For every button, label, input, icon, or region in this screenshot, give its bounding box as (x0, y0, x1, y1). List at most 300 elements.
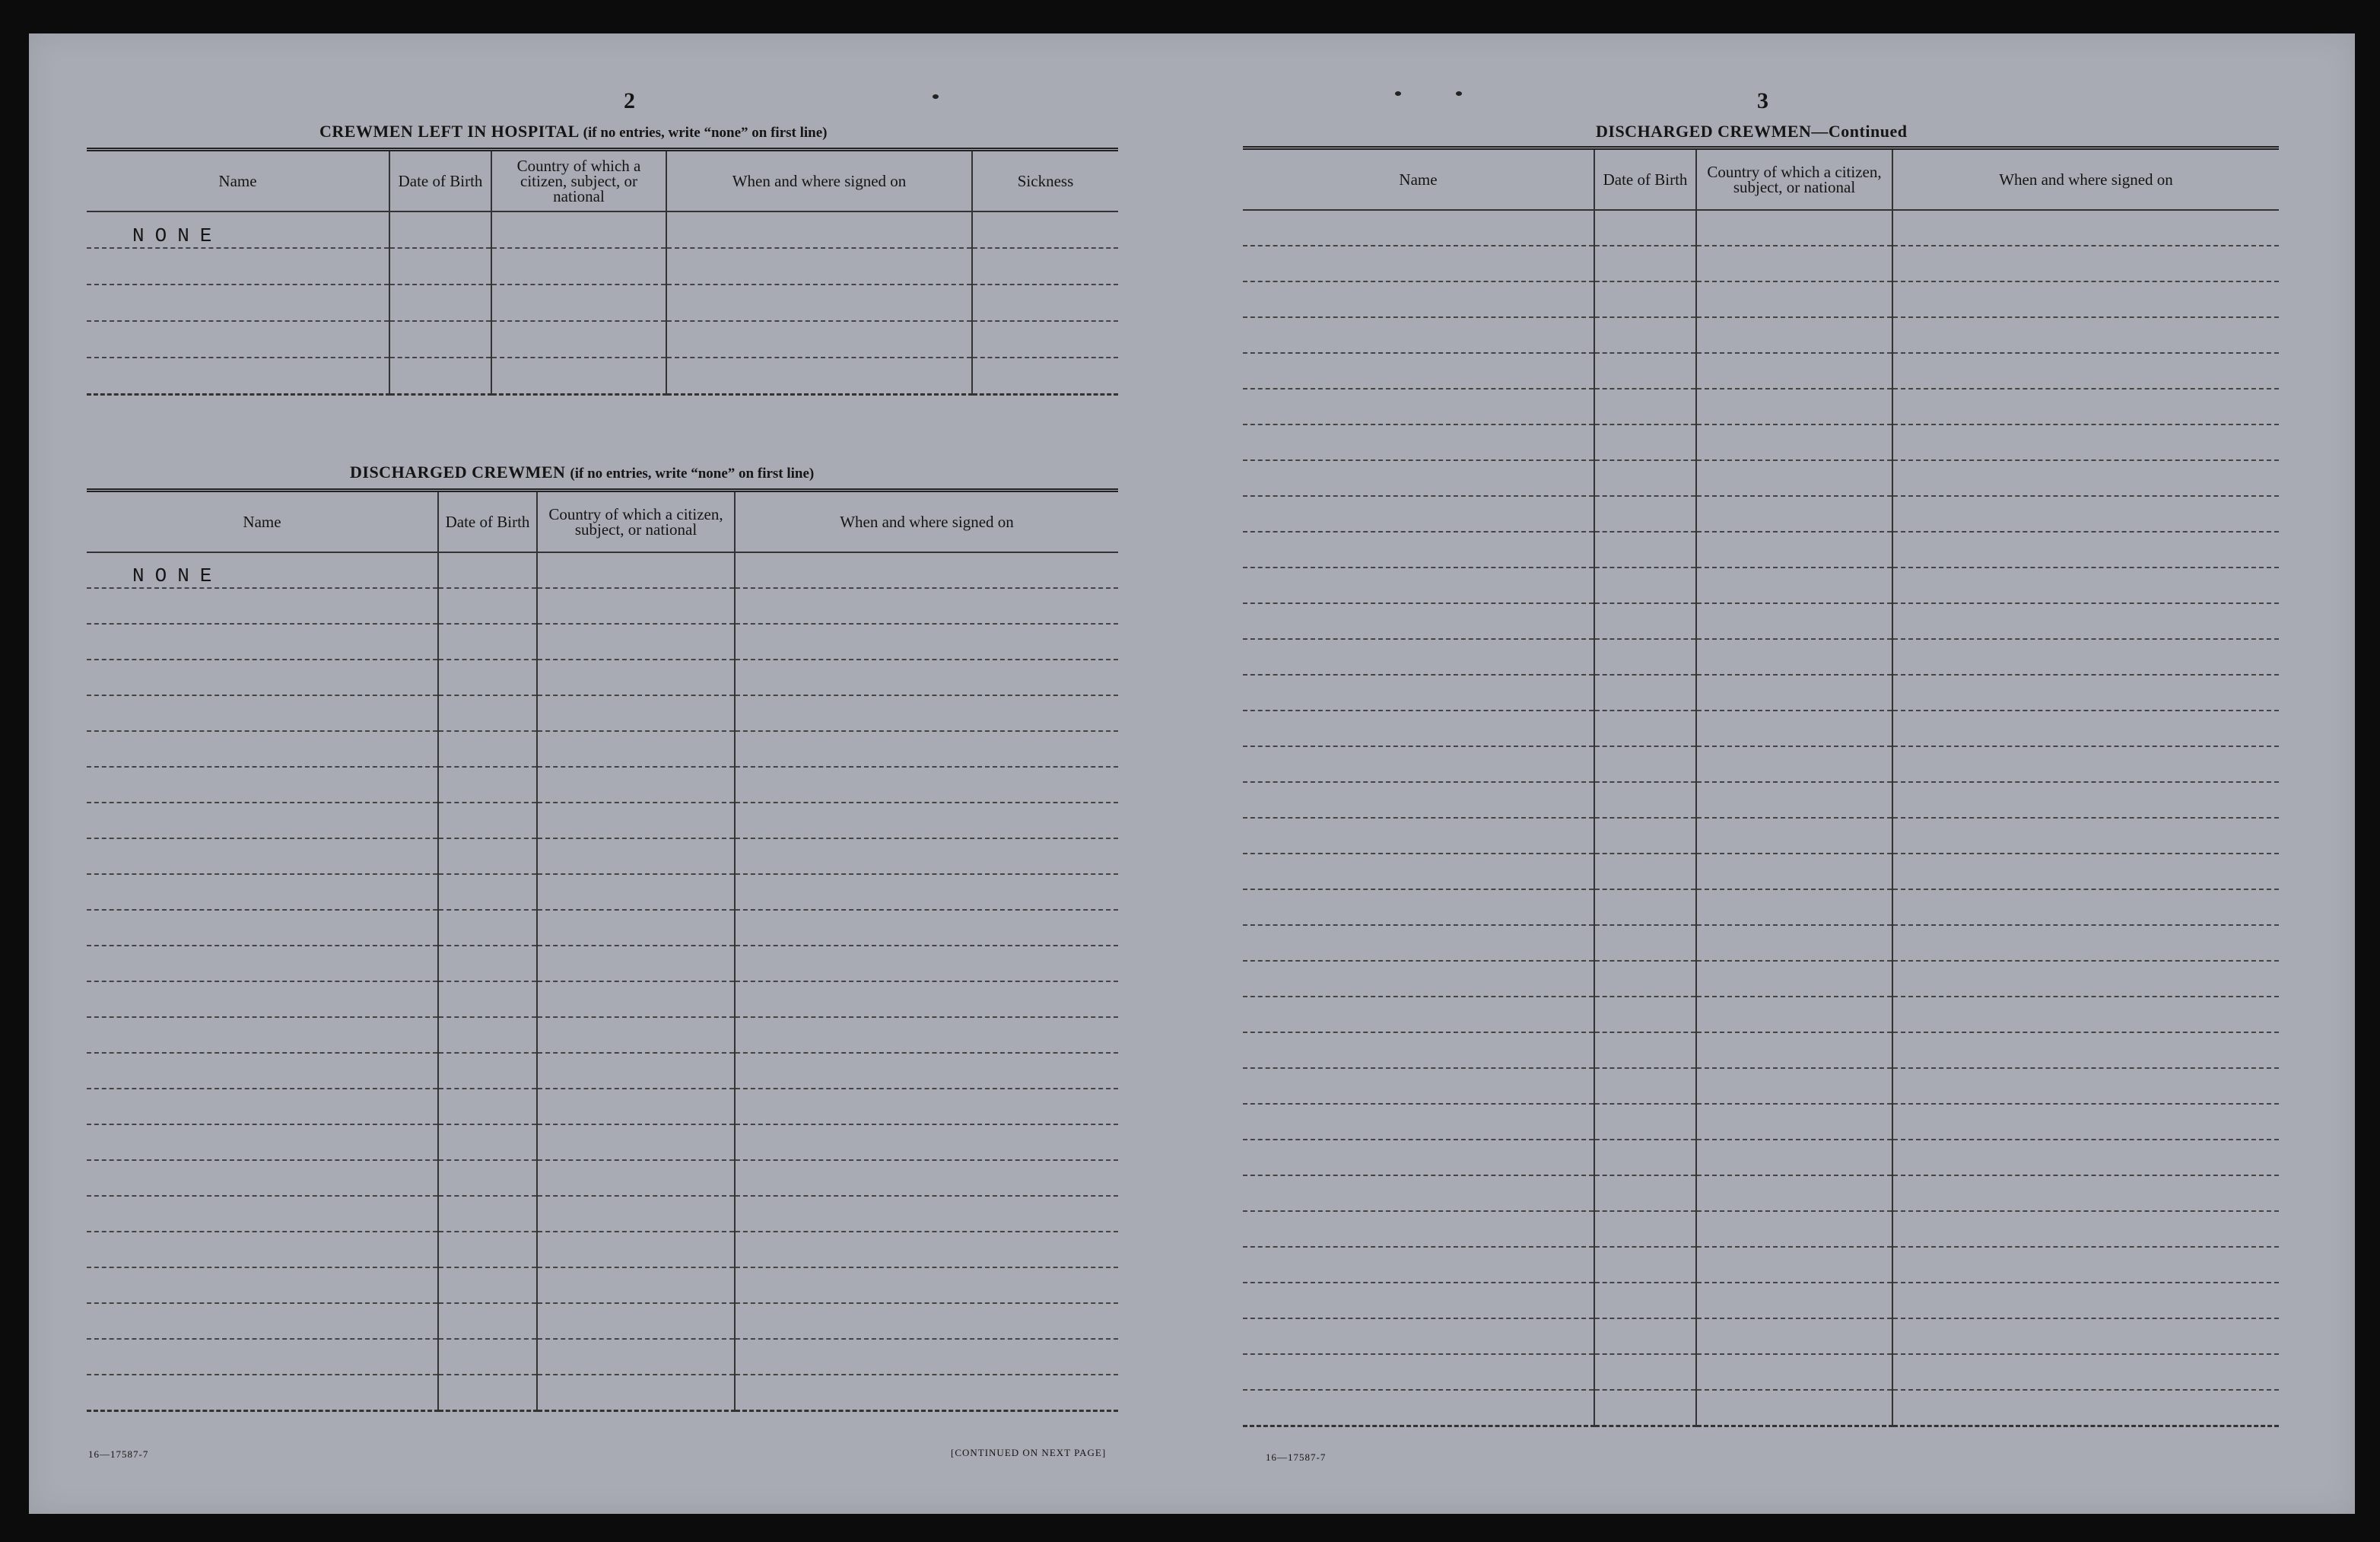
table-cell[interactable] (87, 731, 438, 767)
column-header: Name (87, 150, 389, 212)
column-header: Date of Birth (438, 491, 537, 553)
table-cell[interactable] (1594, 389, 1696, 424)
table-cell[interactable] (1892, 675, 2279, 711)
column-header: When and where signed on (735, 491, 1118, 553)
table-row (1243, 1211, 2279, 1247)
table-cell[interactable] (1594, 997, 1696, 1032)
table-cell[interactable] (537, 1017, 735, 1053)
discharged-body (87, 552, 1118, 1411)
table-cell[interactable] (87, 767, 438, 803)
table-cell[interactable] (1892, 818, 2279, 854)
table-cell[interactable] (1892, 1211, 2279, 1247)
table-row (1243, 1318, 2279, 1354)
table-cell[interactable] (87, 803, 438, 838)
table-cell[interactable] (1594, 246, 1696, 281)
table-cell[interactable] (389, 285, 491, 321)
table-cell[interactable] (1243, 1068, 1594, 1104)
table-cell[interactable] (1243, 675, 1594, 711)
table-cell[interactable] (1892, 424, 2279, 460)
column-header: When and where signed on (1892, 148, 2279, 211)
table-cell[interactable] (735, 1053, 1118, 1089)
table-cell[interactable] (735, 1160, 1118, 1196)
table-cell[interactable] (1243, 317, 1594, 353)
table-cell[interactable] (1696, 353, 1892, 389)
table-cell[interactable] (1243, 711, 1594, 746)
table-cell[interactable] (1892, 1140, 2279, 1175)
table-cell[interactable] (537, 803, 735, 838)
table-cell[interactable] (1243, 460, 1594, 496)
table-cell[interactable] (1696, 1247, 1892, 1283)
table-cell[interactable] (1892, 1390, 2279, 1426)
table-row (87, 588, 1118, 624)
table-cell[interactable] (1696, 889, 1892, 925)
table-cell[interactable] (1243, 281, 1594, 317)
table-cell[interactable] (87, 248, 389, 285)
table-cell[interactable] (1892, 1247, 2279, 1283)
table-cell[interactable] (1696, 424, 1892, 460)
table-cell[interactable] (87, 660, 438, 695)
table-cell[interactable] (1594, 675, 1696, 711)
table-cell[interactable] (1243, 746, 1594, 782)
table-cell[interactable] (491, 321, 666, 358)
table-row (87, 1303, 1118, 1339)
table-cell[interactable] (1892, 639, 2279, 675)
table-cell[interactable] (1243, 1283, 1594, 1318)
table-cell[interactable] (491, 358, 666, 395)
table-cell[interactable] (972, 248, 1118, 285)
table-row (87, 248, 1118, 285)
table-cell[interactable] (1696, 782, 1892, 818)
table-cell[interactable] (1594, 782, 1696, 818)
table-cell[interactable] (87, 874, 438, 910)
table-cell[interactable] (1594, 496, 1696, 532)
table-cell[interactable] (491, 285, 666, 321)
table-cell[interactable] (1594, 1104, 1696, 1140)
table-cell[interactable] (87, 624, 438, 660)
table-cell[interactable] (1594, 1032, 1696, 1068)
table-cell[interactable] (1243, 532, 1594, 568)
table-cell[interactable] (1696, 317, 1892, 353)
table-cell[interactable] (87, 588, 438, 624)
form-code: 16—17587-7 (88, 1448, 149, 1460)
table-cell[interactable] (1696, 460, 1892, 496)
table-cell[interactable] (491, 211, 666, 248)
table-cell[interactable] (1696, 1283, 1892, 1318)
table-cell[interactable] (1892, 711, 2279, 746)
table-cell[interactable] (972, 211, 1118, 248)
table-cell[interactable] (1594, 568, 1696, 603)
table-cell[interactable] (1594, 281, 1696, 317)
table-cell[interactable] (537, 838, 735, 874)
table-cell[interactable] (1892, 460, 2279, 496)
table-cell[interactable] (438, 660, 537, 695)
table-cell[interactable] (1243, 818, 1594, 854)
table-cell[interactable] (1594, 1318, 1696, 1354)
table-row (87, 624, 1118, 660)
table-cell[interactable] (1892, 496, 2279, 532)
table-cell[interactable] (1696, 997, 1892, 1032)
table-cell[interactable] (537, 588, 735, 624)
table-row (1243, 854, 2279, 889)
table-cell[interactable] (87, 285, 389, 321)
table-cell[interactable] (1696, 496, 1892, 532)
table-cell[interactable] (1892, 1354, 2279, 1390)
table-cell[interactable] (735, 731, 1118, 767)
table-cell[interactable] (87, 1303, 438, 1339)
table-cell[interactable] (735, 838, 1118, 874)
table-cell[interactable] (1243, 639, 1594, 675)
table-cell[interactable] (1892, 997, 2279, 1032)
table-cell[interactable] (735, 588, 1118, 624)
table-row (1243, 925, 2279, 961)
table-cell[interactable] (537, 1375, 735, 1411)
table-cell[interactable] (491, 248, 666, 285)
table-cell[interactable] (1243, 1354, 1594, 1390)
table-cell[interactable] (1696, 961, 1892, 997)
discharged-title-text: DISCHARGED CREWMEN (350, 463, 566, 482)
table-cell[interactable] (1696, 1318, 1892, 1354)
table-cell[interactable] (87, 1124, 438, 1160)
table-cell[interactable] (87, 910, 438, 946)
table-cell[interactable] (1243, 389, 1594, 424)
table-cell[interactable] (1696, 603, 1892, 639)
table-row (1243, 1354, 2279, 1390)
table-cell[interactable] (1892, 353, 2279, 389)
table-cell[interactable] (1594, 317, 1696, 353)
table-cell[interactable] (1243, 1211, 1594, 1247)
table-cell[interactable] (666, 285, 972, 321)
column-header: Country of which a citizen, subject, or national (1696, 148, 1892, 211)
table-cell[interactable] (438, 910, 537, 946)
table-row (87, 660, 1118, 695)
table-cell[interactable] (87, 1089, 438, 1124)
table-cell[interactable] (1594, 1211, 1696, 1247)
table-cell[interactable] (1696, 675, 1892, 711)
table-cell[interactable] (972, 285, 1118, 321)
table-cell[interactable]: NONE (87, 211, 389, 248)
table-cell[interactable] (1594, 210, 1696, 246)
table-cell[interactable] (537, 660, 735, 695)
table-cell[interactable] (1594, 961, 1696, 997)
continued-header-row (1243, 148, 2279, 211)
table-cell[interactable] (1892, 1104, 2279, 1140)
table-cell[interactable] (438, 1232, 537, 1267)
table-row (87, 1339, 1118, 1375)
table-cell[interactable] (1243, 1390, 1594, 1426)
table-cell[interactable] (1594, 1283, 1696, 1318)
table-cell[interactable] (87, 695, 438, 731)
table-cell[interactable] (1243, 1175, 1594, 1211)
table-cell[interactable] (438, 588, 537, 624)
table-cell[interactable] (438, 946, 537, 981)
table-cell[interactable] (1243, 1032, 1594, 1068)
table-cell[interactable] (1892, 889, 2279, 925)
table-cell[interactable] (1243, 961, 1594, 997)
table-cell[interactable] (1594, 711, 1696, 746)
table-row (1243, 961, 2279, 997)
table-cell[interactable] (87, 1267, 438, 1303)
table-cell[interactable] (1594, 424, 1696, 460)
table-cell[interactable] (537, 946, 735, 981)
table-cell[interactable] (735, 910, 1118, 946)
table-cell[interactable] (1243, 353, 1594, 389)
table-cell[interactable] (735, 1017, 1118, 1053)
table-cell[interactable] (1696, 1068, 1892, 1104)
table-cell[interactable] (537, 1303, 735, 1339)
table-cell[interactable] (389, 248, 491, 285)
table-cell[interactable] (438, 1160, 537, 1196)
table-cell[interactable] (1892, 603, 2279, 639)
table-cell[interactable] (735, 1196, 1118, 1232)
table-cell[interactable] (1696, 246, 1892, 281)
table-cell[interactable] (1243, 568, 1594, 603)
table-cell[interactable] (438, 624, 537, 660)
table-cell[interactable] (87, 1160, 438, 1196)
table-cell[interactable] (438, 1196, 537, 1232)
table-row (87, 874, 1118, 910)
table-cell[interactable] (1696, 1032, 1892, 1068)
table-cell[interactable] (1243, 1247, 1594, 1283)
table-cell[interactable] (537, 1053, 735, 1089)
table-cell[interactable] (87, 358, 389, 395)
table-cell[interactable] (1594, 460, 1696, 496)
table-cell[interactable] (537, 1339, 735, 1375)
table-cell[interactable] (1892, 1283, 2279, 1318)
table-cell[interactable] (87, 1017, 438, 1053)
table-cell[interactable] (1594, 1354, 1696, 1390)
table-cell[interactable] (1594, 925, 1696, 961)
table-cell[interactable] (1696, 854, 1892, 889)
table-cell[interactable] (438, 1375, 537, 1411)
table-cell[interactable] (438, 552, 537, 588)
table-row (87, 731, 1118, 767)
table-cell[interactable] (438, 1267, 537, 1303)
table-cell[interactable] (438, 731, 537, 767)
table-cell[interactable] (87, 321, 389, 358)
table-cell[interactable] (666, 358, 972, 395)
table-cell[interactable] (666, 248, 972, 285)
table-cell[interactable] (537, 874, 735, 910)
table-cell[interactable] (1892, 746, 2279, 782)
table-cell[interactable] (1696, 1354, 1892, 1390)
table-cell[interactable] (438, 1089, 537, 1124)
table-cell[interactable] (389, 211, 491, 248)
table-cell[interactable] (438, 767, 537, 803)
table-cell[interactable] (1696, 818, 1892, 854)
table-cell[interactable] (1892, 246, 2279, 281)
table-cell[interactable] (1243, 1104, 1594, 1140)
table-cell[interactable] (1594, 818, 1696, 854)
table-cell[interactable] (735, 624, 1118, 660)
table-cell[interactable] (735, 1267, 1118, 1303)
table-cell[interactable] (1594, 1175, 1696, 1211)
table-cell[interactable] (972, 321, 1118, 358)
table-row (1243, 353, 2279, 389)
table-cell[interactable]: NONE (87, 552, 438, 588)
table-cell[interactable] (1594, 1068, 1696, 1104)
discharged-section-title (350, 463, 814, 482)
table-cell[interactable] (537, 767, 735, 803)
table-cell[interactable] (972, 358, 1118, 395)
table-cell[interactable] (537, 910, 735, 946)
table-cell[interactable] (1243, 424, 1594, 460)
table-cell[interactable] (735, 1232, 1118, 1267)
table-cell[interactable] (1892, 317, 2279, 353)
table-cell[interactable] (1696, 210, 1892, 246)
table-cell[interactable] (1243, 925, 1594, 961)
table-cell[interactable] (1594, 746, 1696, 782)
form-code: 16—17587-7 (1266, 1451, 1327, 1463)
table-cell[interactable] (1892, 568, 2279, 603)
table-cell[interactable] (735, 981, 1118, 1017)
table-cell[interactable] (1696, 1211, 1892, 1247)
table-cell[interactable] (1594, 1390, 1696, 1426)
table-cell[interactable] (438, 1017, 537, 1053)
table-cell[interactable] (1892, 281, 2279, 317)
table-cell[interactable] (1892, 961, 2279, 997)
table-cell[interactable] (438, 1124, 537, 1160)
table-cell[interactable] (1594, 854, 1696, 889)
table-cell[interactable] (1892, 210, 2279, 246)
table-row (87, 910, 1118, 946)
table-cell[interactable] (1696, 711, 1892, 746)
table-cell[interactable] (1594, 1140, 1696, 1175)
table-cell[interactable] (438, 874, 537, 910)
table-cell[interactable] (438, 1339, 537, 1375)
table-cell[interactable] (1892, 782, 2279, 818)
table-cell[interactable] (666, 321, 972, 358)
table-cell[interactable] (735, 1303, 1118, 1339)
table-cell[interactable] (735, 660, 1118, 695)
table-cell[interactable] (1696, 1140, 1892, 1175)
table-cell[interactable] (1696, 1390, 1892, 1426)
table-cell[interactable] (1892, 389, 2279, 424)
table-cell[interactable] (438, 981, 537, 1017)
table-cell[interactable] (1892, 532, 2279, 568)
continued-note: [CONTINUED ON NEXT PAGE] (951, 1447, 1107, 1458)
table-cell[interactable] (735, 695, 1118, 731)
table-cell[interactable] (1243, 1318, 1594, 1354)
table-cell[interactable] (389, 358, 491, 395)
table-cell[interactable] (1594, 889, 1696, 925)
table-cell[interactable] (537, 1124, 735, 1160)
table-cell[interactable] (438, 695, 537, 731)
table-cell[interactable] (537, 1267, 735, 1303)
table-cell[interactable] (1243, 246, 1594, 281)
table-cell[interactable] (1892, 1175, 2279, 1211)
table-cell[interactable] (1243, 782, 1594, 818)
table-cell[interactable] (537, 1232, 735, 1267)
table-cell[interactable] (1696, 1104, 1892, 1140)
table-cell[interactable] (537, 731, 735, 767)
table-cell[interactable] (735, 1124, 1118, 1160)
table-cell[interactable] (87, 981, 438, 1017)
discharged-title-note: (if no entries, write “none” on first line) (570, 466, 815, 482)
table-cell[interactable] (1696, 281, 1892, 317)
table-cell[interactable] (1892, 1068, 2279, 1104)
table-cell[interactable] (735, 1089, 1118, 1124)
table-row (1243, 1390, 2279, 1426)
table-cell[interactable] (438, 1053, 537, 1089)
table-cell[interactable] (735, 803, 1118, 838)
table-cell[interactable] (735, 946, 1118, 981)
table-cell[interactable] (1696, 532, 1892, 568)
table-cell[interactable] (1243, 1140, 1594, 1175)
table-cell[interactable] (1696, 568, 1892, 603)
table-cell[interactable] (1594, 603, 1696, 639)
table-cell[interactable] (1594, 532, 1696, 568)
table-cell[interactable] (87, 1375, 438, 1411)
table-cell[interactable] (1696, 1175, 1892, 1211)
page-2 (87, 33, 1152, 1514)
table-cell[interactable] (735, 874, 1118, 910)
table-cell[interactable] (1696, 746, 1892, 782)
table-row (1243, 639, 2279, 675)
table-cell[interactable] (1892, 1318, 2279, 1354)
table-row (87, 1017, 1118, 1053)
table-cell[interactable] (1243, 210, 1594, 246)
table-row (1243, 246, 2279, 281)
table-cell[interactable] (1243, 889, 1594, 925)
table-cell[interactable] (1696, 925, 1892, 961)
table-cell[interactable] (537, 981, 735, 1017)
table-cell[interactable] (1892, 854, 2279, 889)
table-cell[interactable] (87, 838, 438, 874)
table-cell[interactable] (1594, 353, 1696, 389)
table-cell[interactable] (537, 552, 735, 588)
table-cell[interactable] (438, 838, 537, 874)
table-cell[interactable] (1892, 925, 2279, 961)
table-cell[interactable] (1696, 389, 1892, 424)
table-cell[interactable] (537, 1089, 735, 1124)
table-cell[interactable] (438, 803, 537, 838)
table-cell[interactable] (1892, 1032, 2279, 1068)
table-cell[interactable] (1243, 496, 1594, 532)
table-cell[interactable] (537, 695, 735, 731)
table-cell[interactable] (735, 767, 1118, 803)
column-header: Date of Birth (389, 150, 491, 212)
table-cell[interactable] (735, 552, 1118, 588)
table-row (87, 358, 1118, 395)
table-cell[interactable] (537, 1196, 735, 1232)
table-cell[interactable] (1594, 639, 1696, 675)
table-cell[interactable] (87, 1053, 438, 1089)
table-cell[interactable] (87, 1196, 438, 1232)
table-cell[interactable] (1594, 1247, 1696, 1283)
table-row (87, 1196, 1118, 1232)
table-cell[interactable] (87, 946, 438, 981)
table-cell[interactable] (389, 321, 491, 358)
table-row (87, 1232, 1118, 1267)
table-cell[interactable] (87, 1339, 438, 1375)
table-cell[interactable] (1243, 603, 1594, 639)
table-cell[interactable] (1696, 639, 1892, 675)
table-cell[interactable] (537, 624, 735, 660)
table-cell[interactable] (537, 1160, 735, 1196)
table-cell[interactable] (666, 211, 972, 248)
page-number: 2 (624, 88, 635, 113)
table-cell[interactable] (87, 1232, 438, 1267)
table-cell[interactable] (1243, 854, 1594, 889)
page-number: 3 (1757, 88, 1768, 113)
table-row (1243, 210, 2279, 246)
table-row (1243, 603, 2279, 639)
table-cell[interactable] (1243, 997, 1594, 1032)
table-cell[interactable] (438, 1303, 537, 1339)
table-row (1243, 675, 2279, 711)
table-cell[interactable] (735, 1339, 1118, 1375)
table-cell[interactable] (735, 1375, 1118, 1411)
